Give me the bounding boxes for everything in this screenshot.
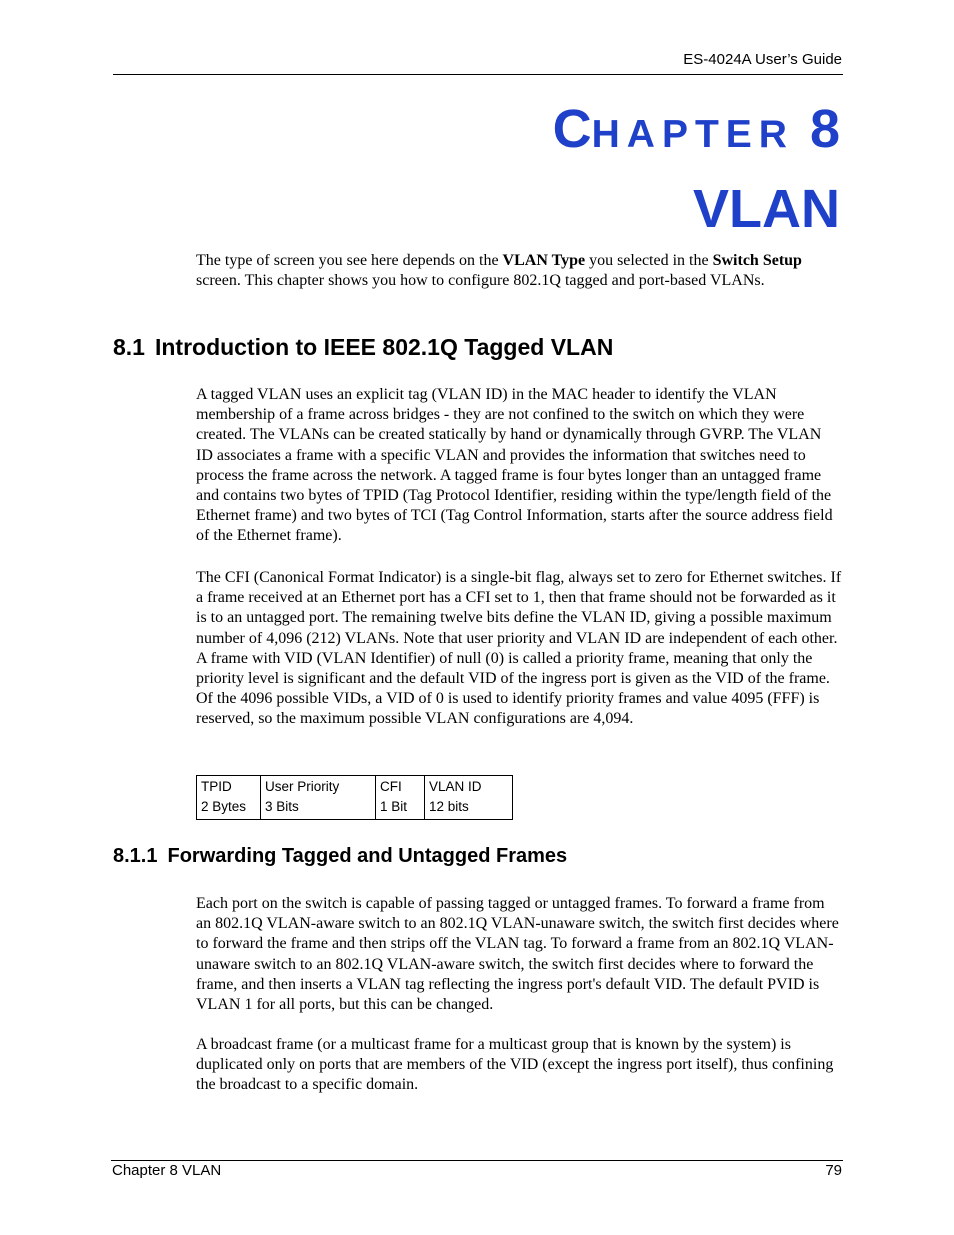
intro-text-1: The type of screen you see here depends on the bbox=[196, 252, 503, 269]
section-8-1-paragraph-2: The CFI (Canonical Format Indicator) is a single-bit flag, always set to zero for Ethernet switches. If a frame received at an Ethernet port has a CFI set to 1, then that frame should not be forwarded as it is to an untagged port. The remaining twelve bits define the VLAN ID, giving a possible maximum number of 4,096 (212) VLANs. Note that user priority and VLAN ID are independent of each other. A frame with VID (VLAN Identifier) of null (0) is called a priority frame, meaning that only the priority level is significant and the default VID of the ingress port is given as the VID of the frame. Of the 4096 possible VIDs, a VID of 0 is used to identify priority frames and value 4095 (FFF) is reserved, so the maximum possible VLAN configurations are 4,094. bbox=[196, 569, 842, 728]
table-cell: User Priority bbox=[261, 776, 376, 798]
section-number: 8.1 bbox=[113, 334, 145, 360]
section-8-1-1-paragraph-2: A broadcast frame (or a multicast frame for a multicast group that is known by the system) is duplicated only on ports that are members of the VID (except the ingress port itself), thus confining the broadcast to a specific domain. bbox=[196, 1036, 834, 1094]
table-cell: CFI bbox=[376, 776, 425, 798]
section-8-1-1-paragraph-1: Each port on the switch is capable of passing tagged or untagged frames. To forward a frame from an 802.1Q VLAN-aware switch to an 802.1Q VLAN-unaware switch, the switch first decides where to forward the frame and then strips off the VLAN tag. To forward a frame from an 802.1Q VLAN-unaware switch to an 802.1Q VLAN-aware switch, the switch first decides where to forward the frame, and then inserts a VLAN tag reflecting the ingress port's default VID. The default PVID is VLAN 1 for all ports, but this can be changed. bbox=[196, 895, 839, 1014]
intro-text-2: you selected in the bbox=[585, 252, 713, 269]
section-title: Forwarding Tagged and Untagged Frames bbox=[167, 845, 568, 867]
table-cell: VLAN ID bbox=[425, 776, 513, 798]
table-cell: 12 bits bbox=[425, 797, 513, 820]
table-cell: TPID bbox=[197, 776, 261, 798]
table-cell: 3 Bits bbox=[261, 797, 376, 820]
vlan-tag-format-table bbox=[196, 775, 513, 820]
footer-page-number: 79 bbox=[825, 1162, 842, 1179]
chapter-number: 8 bbox=[809, 99, 840, 159]
intro-text-3: screen. This chapter shows you how to configure 802.1Q tagged and port-based VLANs. bbox=[196, 272, 765, 290]
intro-bold-vlan-type: VLAN Type bbox=[502, 252, 586, 269]
running-header-title: ES-4024A User’s Guide bbox=[683, 51, 842, 68]
intro-paragraph bbox=[196, 251, 842, 291]
section-heading-8-1 bbox=[113, 334, 613, 361]
table-cell: 2 Bytes bbox=[197, 797, 261, 820]
header-divider bbox=[113, 74, 843, 75]
chapter-word bbox=[553, 99, 794, 159]
section-heading-8-1-1 bbox=[113, 845, 567, 868]
table-row bbox=[197, 797, 513, 820]
footer-chapter-label: Chapter 8 VLAN bbox=[112, 1162, 222, 1179]
table-row bbox=[197, 776, 513, 798]
section-8-1-paragraph-1: A tagged VLAN uses an explicit tag (VLAN ID) in the MAC header to identify the VLAN membership of a frame across bridges - they are not confined to the switch on which they were created. The VLANs can be created statically by hand or dynamically through GVRP. The VLAN ID associates a frame with a specific VLAN and provides the information that switches need to process the frame across the network. A tagged frame is four bytes longer than an untagged frame and contains two bytes of TPID (Tag Protocol Identifier, residing within the type/length field of the Ethernet frame) and two bytes of TCI (Tag Control Information, starts after the source address field of the Ethernet frame). bbox=[196, 386, 833, 545]
section-number: 8.1.1 bbox=[113, 845, 158, 867]
table-cell: 1 Bit bbox=[376, 797, 425, 820]
chapter-heading bbox=[553, 96, 840, 242]
footer-divider bbox=[111, 1160, 843, 1161]
intro-bold-switch-setup: Switch Setup bbox=[712, 252, 802, 269]
chapter-word-rest: HAPTER bbox=[591, 113, 794, 156]
section-title: Introduction to IEEE 802.1Q Tagged VLAN bbox=[154, 334, 614, 360]
chapter-word-initial: C bbox=[552, 99, 592, 159]
chapter-name: VLAN bbox=[693, 179, 840, 239]
